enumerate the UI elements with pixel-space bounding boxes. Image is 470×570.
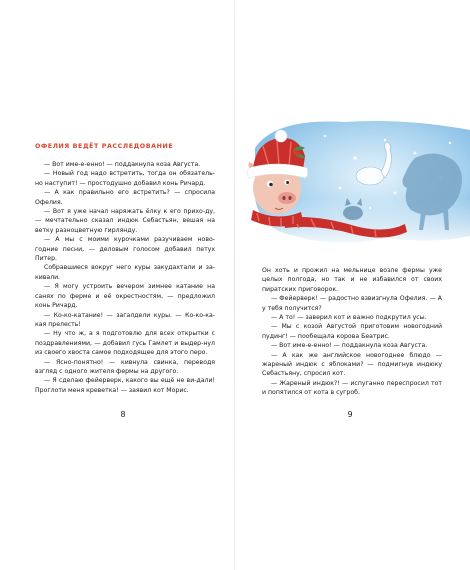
right-page: [235, 0, 470, 570]
illustration-svg: [235, 118, 470, 258]
paragraph: — Ясно-понятно! — кивнула свинка, переводя взгляд с одного жителя фермы на другого.: [35, 358, 215, 375]
paragraph: — Я сделаю фейерверк, какого вы ещё не ви-дали! Проглоти меня креветка! — заявил кот Морис.: [35, 377, 215, 394]
paragraph: — Ну что ж, а я подготовлю для всех открытки с поздравлениями, — добавил гусь Гамлет и выдер-нул из своего хвоста самое подходящее для этого перо.: [35, 330, 215, 357]
paragraph: — А то! — заверил кот и важно подкрутил усы.: [271, 314, 427, 322]
paragraph: — А как правильно его встретить? — спросила Офелия.: [35, 189, 215, 206]
paragraph: — Новый год надо встретить, тогда он обязатель-но наступит! — простодушно добавил конь Ричард.: [35, 170, 215, 187]
chapter-title: ОФЕЛИЯ ВЕДЁТ РАССЛЕДОВАНИЕ: [35, 143, 174, 150]
page-number-left: 8: [120, 410, 126, 419]
page-number-right: 9: [347, 410, 353, 419]
paragraph: — А мы с моими курочками разучиваем ново-годние песни, — деловым голосом добавил петух Питер.: [35, 236, 215, 263]
paragraph: — Я могу устроить вечером зимнее катание на санях по ферме и её окрестностям, — предложил конь Ричард.: [35, 283, 215, 310]
paragraph: — Мы с козой Августой приготовим новогодний пудинг! — пообещала корова Беатрис.: [262, 323, 442, 340]
paragraph: — Вот име-е-енно! — поддакнула коза Августа.: [44, 161, 201, 168]
paragraph: — Вот име-е-енно! — поддакнула коза Августа.: [271, 342, 428, 350]
paragraph: — А как же английское новогоднее блюдо — жареный индюк с яблоками? — подмигнув индюку Себастьяну, спросил кот.: [262, 351, 442, 378]
paragraph: — Вот я уже начал наряжать ёлку к его прихо-ду, — мечтательно сказал индюк Себастьян, вешая на ветку разноцветную гирлянду.: [35, 208, 215, 234]
pig-in-winter-hat-illustration: [235, 118, 470, 258]
right-page-text: [262, 266, 442, 398]
paragraph: — Жареный индюк?! — испуганно переспросил тот и попятился от кота в сугроб.: [262, 379, 442, 397]
paragraph: — Ко-ко-катание! — загалдели куры. — Ко-ко-ка-кая прелесть!: [35, 311, 215, 328]
left-page-text: [35, 160, 215, 395]
paragraph: — Фейерверк! — радостно взвизгнула Офелия. — А у тебя получится?: [262, 295, 442, 312]
paragraph: Он хоть и прожил на мельнице возле фермы уже целых полгода, но так и не избавился от своих пиратских приговорок.: [262, 267, 442, 293]
paragraph: Собравшиеся вокруг него куры закудахтали и за-кивали.: [35, 264, 215, 281]
